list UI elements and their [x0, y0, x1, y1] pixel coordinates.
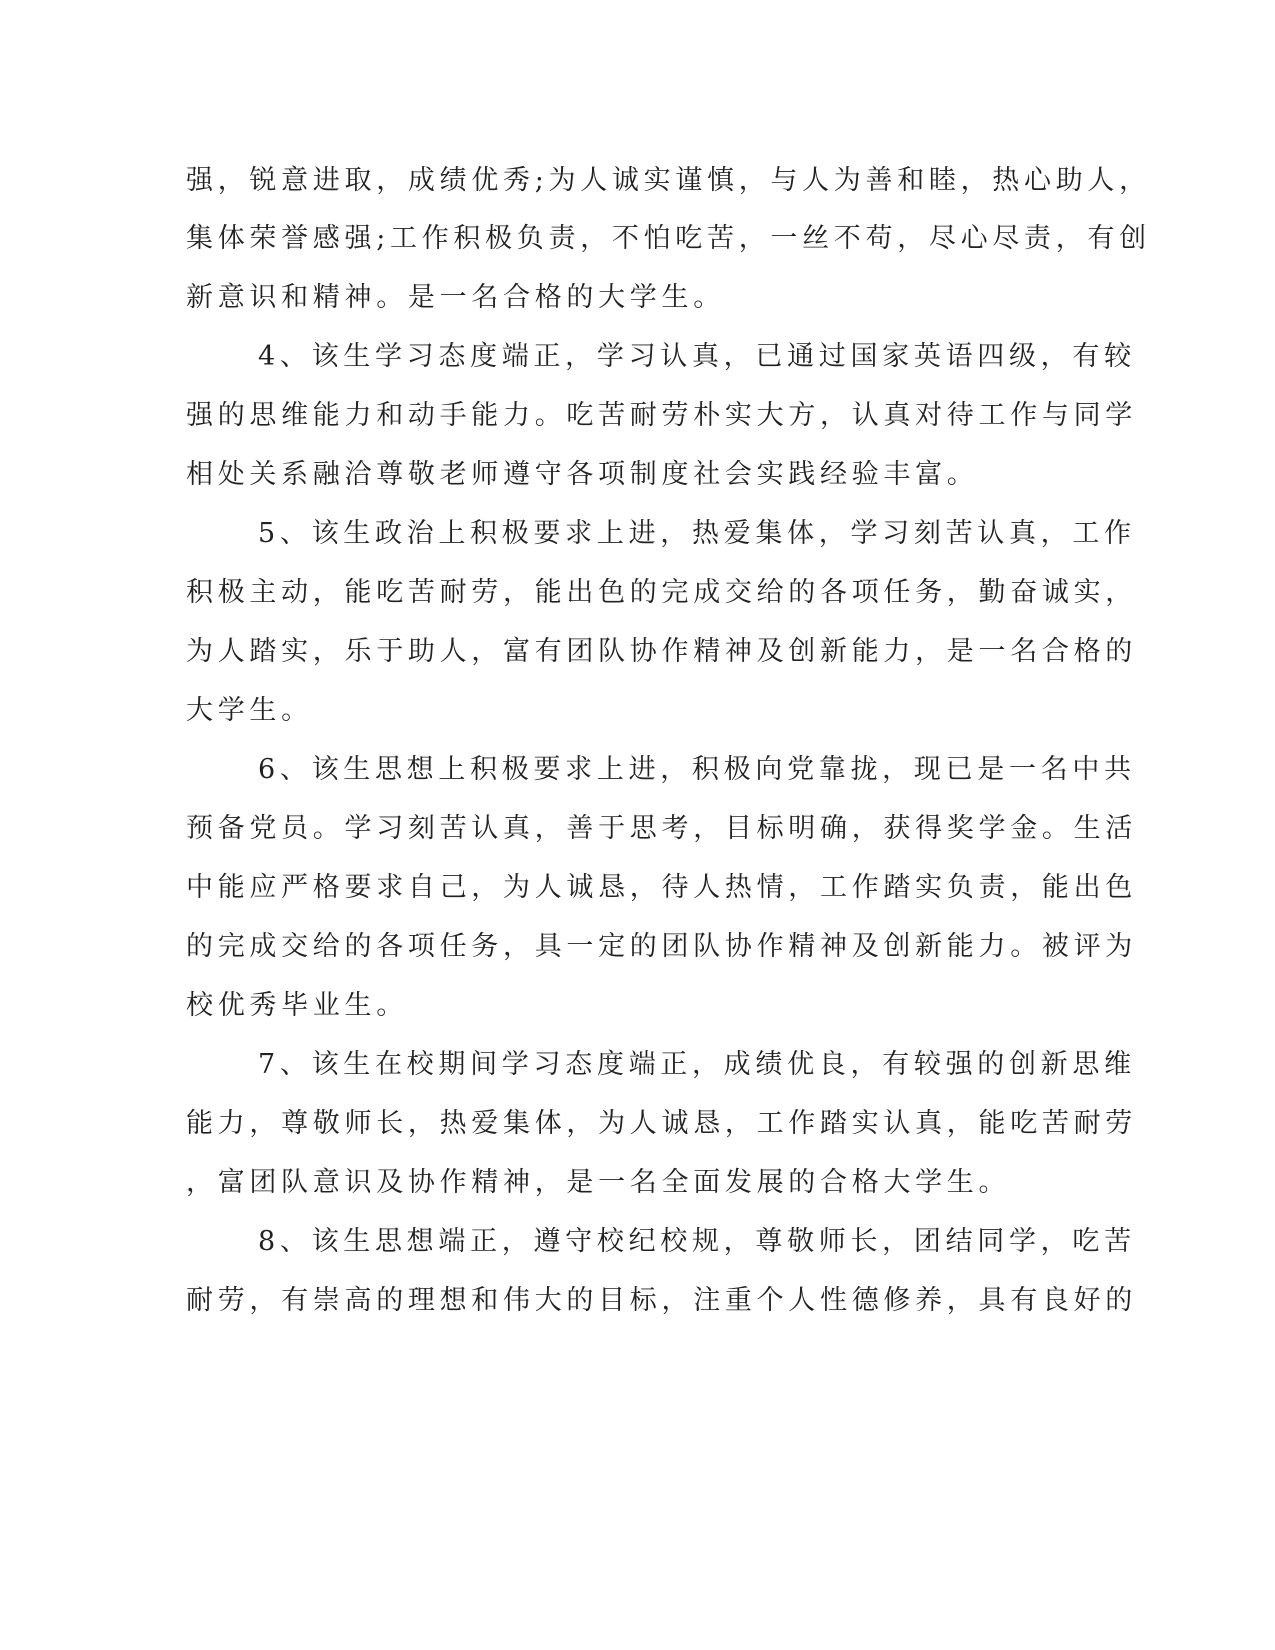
paragraph-first-line: 6、该生思想上积极要求上进，积极向党靠拢，现已是一名中共: [258, 754, 1136, 785]
text-line: 能力，尊敬师长，热爱集体，为人诚恳，工作踏实认真，能吃苦耐劳: [186, 1108, 1137, 1139]
paragraph-first-line: 8、该生思想端正，遵守校纪校规，尊敬师长，团结同学，吃苦: [258, 1226, 1136, 1257]
text-line: 新意识和精神。是一名合格的大学生。: [186, 282, 725, 313]
text-line: 中能应严格要求自己，为人诚恳，待人热情，工作踏实负责，能出色: [186, 872, 1137, 903]
text-line: ，富团队意识及协作精神，是一名全面发展的合格大学生。: [186, 1167, 1011, 1198]
paragraph-first-line: 5、该生政治上积极要求上进，热爱集体，学习刻苦认真，工作: [258, 518, 1136, 549]
text-line: 大学生。: [186, 695, 313, 726]
text-line: 的完成交给的各项任务，具一定的团队协作精神及创新能力。被评为: [186, 931, 1137, 962]
paragraph-first-line: 7、该生在校期间学习态度端正，成绩优良，有较强的创新思维: [258, 1049, 1136, 1080]
text-line: 耐劳，有崇高的理想和伟大的目标，注重个人性德修养，具有良好的: [186, 1285, 1137, 1316]
text-line: 强，锐意进取，成绩优秀;为人诚实谨慎，与人为善和睦，热心助人，: [186, 165, 1151, 196]
text-line: 集体荣誉感强;工作积极负责，不怕吃苦，一丝不苟，尽心尽责，有创: [186, 223, 1151, 254]
text-line: 强的思维能力和动手能力。吃苦耐劳朴实大方，认真对待工作与同学: [186, 400, 1137, 431]
text-line: 相处关系融洽尊敬老师遵守各项制度社会实践经验丰富。: [186, 459, 979, 490]
text-line: 积极主动，能吃苦耐劳，能出色的完成交给的各项任务，勤奋诚实，: [186, 577, 1137, 608]
text-line: 为人踏实，乐于助人，富有团队协作精神及创新能力，是一名合格的: [186, 636, 1137, 667]
paragraph-first-line: 4、该生学习态度端正，学习认真，已通过国家英语四级，有较: [258, 341, 1136, 372]
text-line: 校优秀毕业生。: [186, 990, 408, 1021]
text-line: 预备党员。学习刻苦认真，善于思考，目标明确，获得奖学金。生活: [186, 813, 1137, 844]
